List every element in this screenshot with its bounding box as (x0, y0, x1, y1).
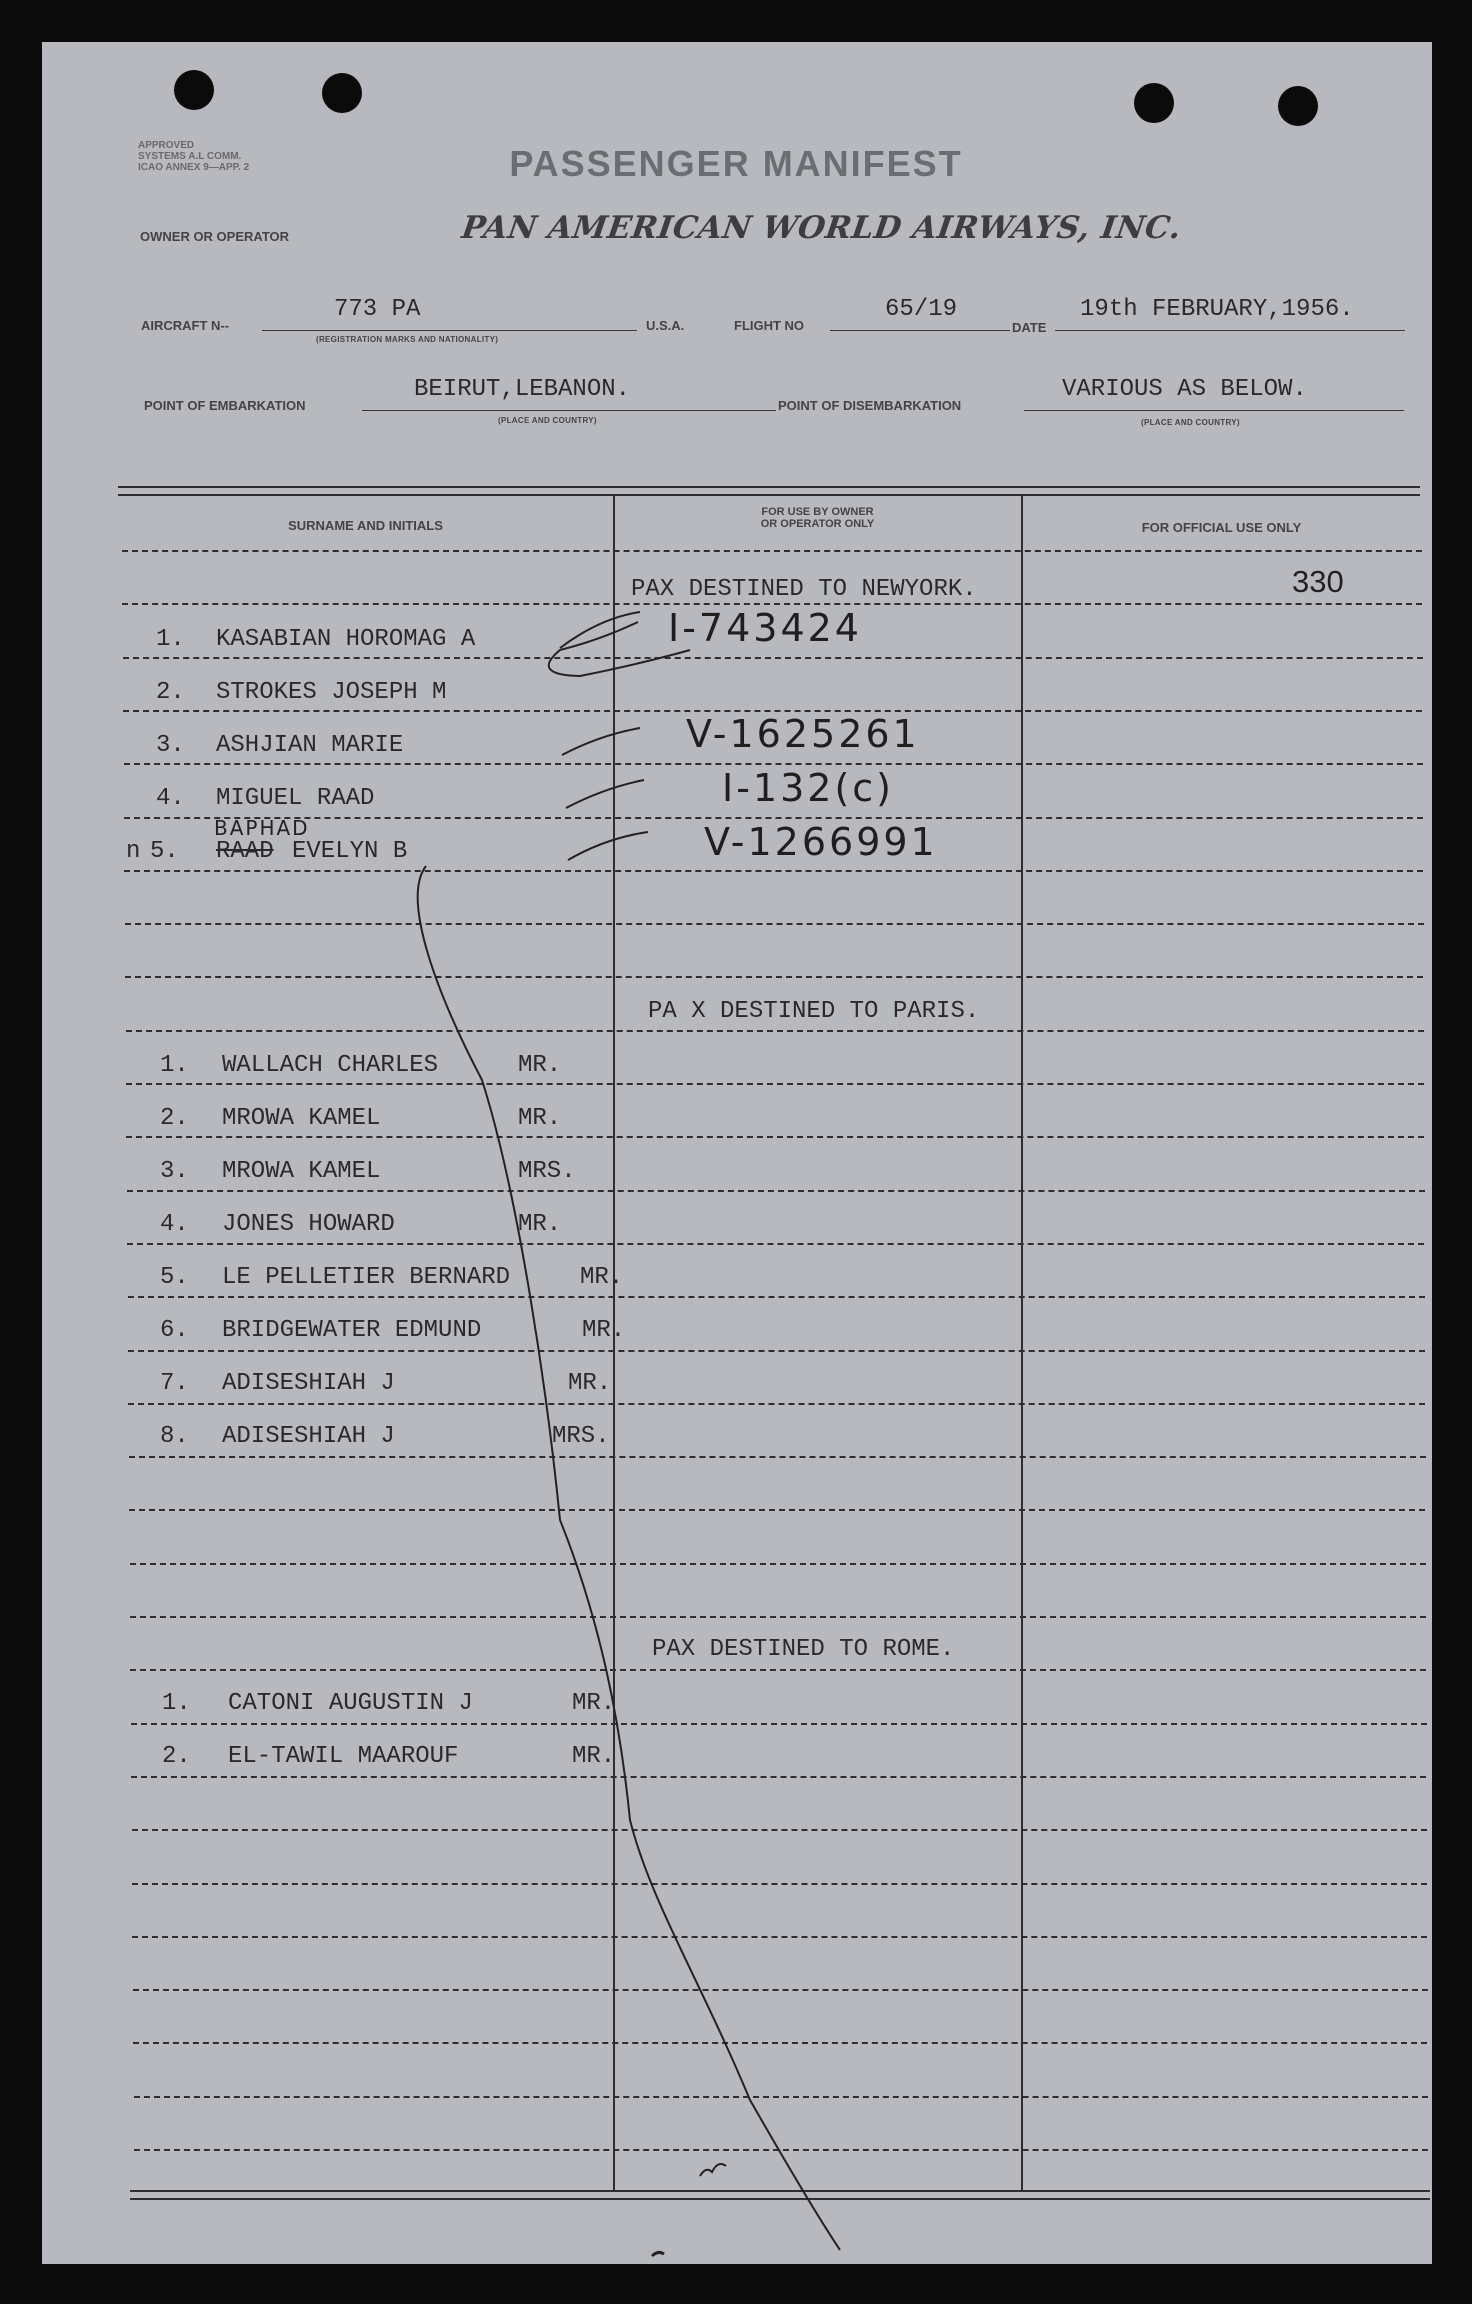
passenger-title: MR. (572, 1690, 616, 1717)
embarkation-caption: (PLACE AND COUNTRY) (498, 416, 597, 425)
embarkation-value: BEIRUT,LEBANON. (414, 376, 631, 403)
pen-scribble (652, 2252, 664, 2256)
passenger-title: MR. (518, 1211, 562, 1238)
official-number: 330 (1292, 564, 1344, 599)
passenger-number: 2. (162, 1743, 191, 1770)
passenger-number: 7. (160, 1370, 189, 1397)
date-label: DATE (1012, 320, 1047, 335)
disembarkation-caption: (PLACE AND COUNTRY) (1141, 418, 1240, 427)
passenger-name: EL-TAWIL MAAROUF (228, 1743, 459, 1770)
passenger-name: MROWA KAMEL (222, 1158, 381, 1185)
passenger-name: ASHJIAN MARIE (216, 732, 404, 759)
flight-value: 65/19 (885, 296, 958, 323)
passenger-number: 2. (156, 679, 185, 706)
pen-line (418, 866, 840, 2250)
passenger-title: MRS. (518, 1158, 576, 1185)
passenger-name-struck: RAAD (216, 838, 274, 865)
pen-tick (562, 728, 640, 755)
passenger-name: MROWA KAMEL (222, 1105, 381, 1132)
passenger-number: 1. (160, 1052, 189, 1079)
passenger-number: 4. (160, 1211, 189, 1238)
approval-line: SYSTEMS A.L COMM. (138, 151, 242, 162)
passenger-number: 6. (160, 1317, 189, 1344)
passenger-title: MR. (518, 1105, 562, 1132)
pen-loop (549, 622, 690, 676)
passenger-number: 3. (160, 1158, 189, 1185)
approval-line: APPROVED (138, 140, 195, 151)
passenger-name: EVELYN B (292, 838, 408, 865)
disembarkation-value: VARIOUS AS BELOW. (1062, 376, 1307, 403)
disembarkation-label: POINT OF DISEMBARKATION (778, 398, 962, 413)
aircraft-label: AIRCRAFT N-- (141, 318, 230, 333)
country-label: U.S.A. (646, 318, 685, 333)
owner-name: PAN AMERICAN WORLD AIRWAYS, INC. (459, 210, 1184, 246)
column-header-operator-line: OR OPERATOR ONLY (760, 518, 875, 530)
column-header-surname: SURNAME AND INITIALS (288, 518, 443, 533)
passenger-name: MIGUEL RAAD (216, 785, 375, 812)
pen-tick (566, 780, 644, 808)
section-heading-rome: PAX DESTINED TO ROME. (652, 1636, 955, 1663)
embarkation-label: POINT OF EMBARKATION (144, 398, 306, 413)
operator-note: I-132(c) (722, 766, 894, 810)
passenger-number: 2. (160, 1105, 189, 1132)
pen-tick (560, 612, 640, 648)
operator-note: V-1625261 (686, 712, 920, 756)
passenger-number: 1. (162, 1690, 191, 1717)
passenger-title: MR. (568, 1370, 612, 1397)
passenger-title: MRS. (552, 1423, 610, 1450)
passenger-name: ADISESHIAH J (222, 1370, 395, 1397)
passenger-name: BRIDGEWATER EDMUND (222, 1317, 482, 1344)
passenger-prefix: n (126, 838, 141, 865)
passenger-title: MR. (518, 1052, 562, 1079)
operator-note: I-743424 (668, 606, 862, 650)
aircraft-value: 773 PA (334, 296, 421, 323)
column-header-operator-line: FOR USE BY OWNER (761, 506, 874, 518)
passenger-number: 4. (156, 785, 185, 812)
section-heading-paris: PA X DESTINED TO PARIS. (648, 998, 980, 1025)
passenger-name-insert: BAPHAD (214, 816, 310, 840)
passenger-name: CATONI AUGUSTIN J (228, 1690, 473, 1717)
passenger-title: MR. (580, 1264, 624, 1291)
approval-line: ICAO ANNEX 9—APP. 2 (138, 162, 250, 173)
passenger-title: MR. (582, 1317, 626, 1344)
owner-label: OWNER OR OPERATOR (140, 229, 290, 244)
passenger-name: STROKES JOSEPH M (216, 679, 447, 706)
passenger-number: 5. (160, 1264, 189, 1291)
aircraft-caption: (REGISTRATION MARKS AND NATIONALITY) (316, 335, 499, 344)
passenger-number: 8. (160, 1423, 189, 1450)
column-header-official: FOR OFFICIAL USE ONLY (1141, 520, 1302, 535)
passenger-name: ADISESHIAH J (222, 1423, 395, 1450)
pen-tick (568, 832, 648, 860)
pen-scribble (700, 2164, 726, 2176)
passenger-name: WALLACH CHARLES (222, 1052, 439, 1079)
passenger-number: 5. (150, 838, 179, 865)
operator-note: V-1266991 (704, 820, 938, 864)
passenger-name: JONES HOWARD (222, 1211, 395, 1238)
passenger-number: 1. (156, 626, 185, 653)
passenger-title: MR. (572, 1743, 616, 1770)
page-title: PASSENGER MANIFEST (509, 143, 963, 184)
passenger-name: KASABIAN HOROMAG A (216, 626, 476, 653)
section-heading-newyork: PAX DESTINED TO NEWYORK. (631, 576, 977, 603)
date-value: 19th FEBRUARY,1956. (1080, 296, 1354, 323)
flight-label: FLIGHT NO (734, 318, 805, 333)
passenger-number: 3. (156, 732, 185, 759)
passenger-name: LE PELLETIER BERNARD (222, 1264, 511, 1291)
